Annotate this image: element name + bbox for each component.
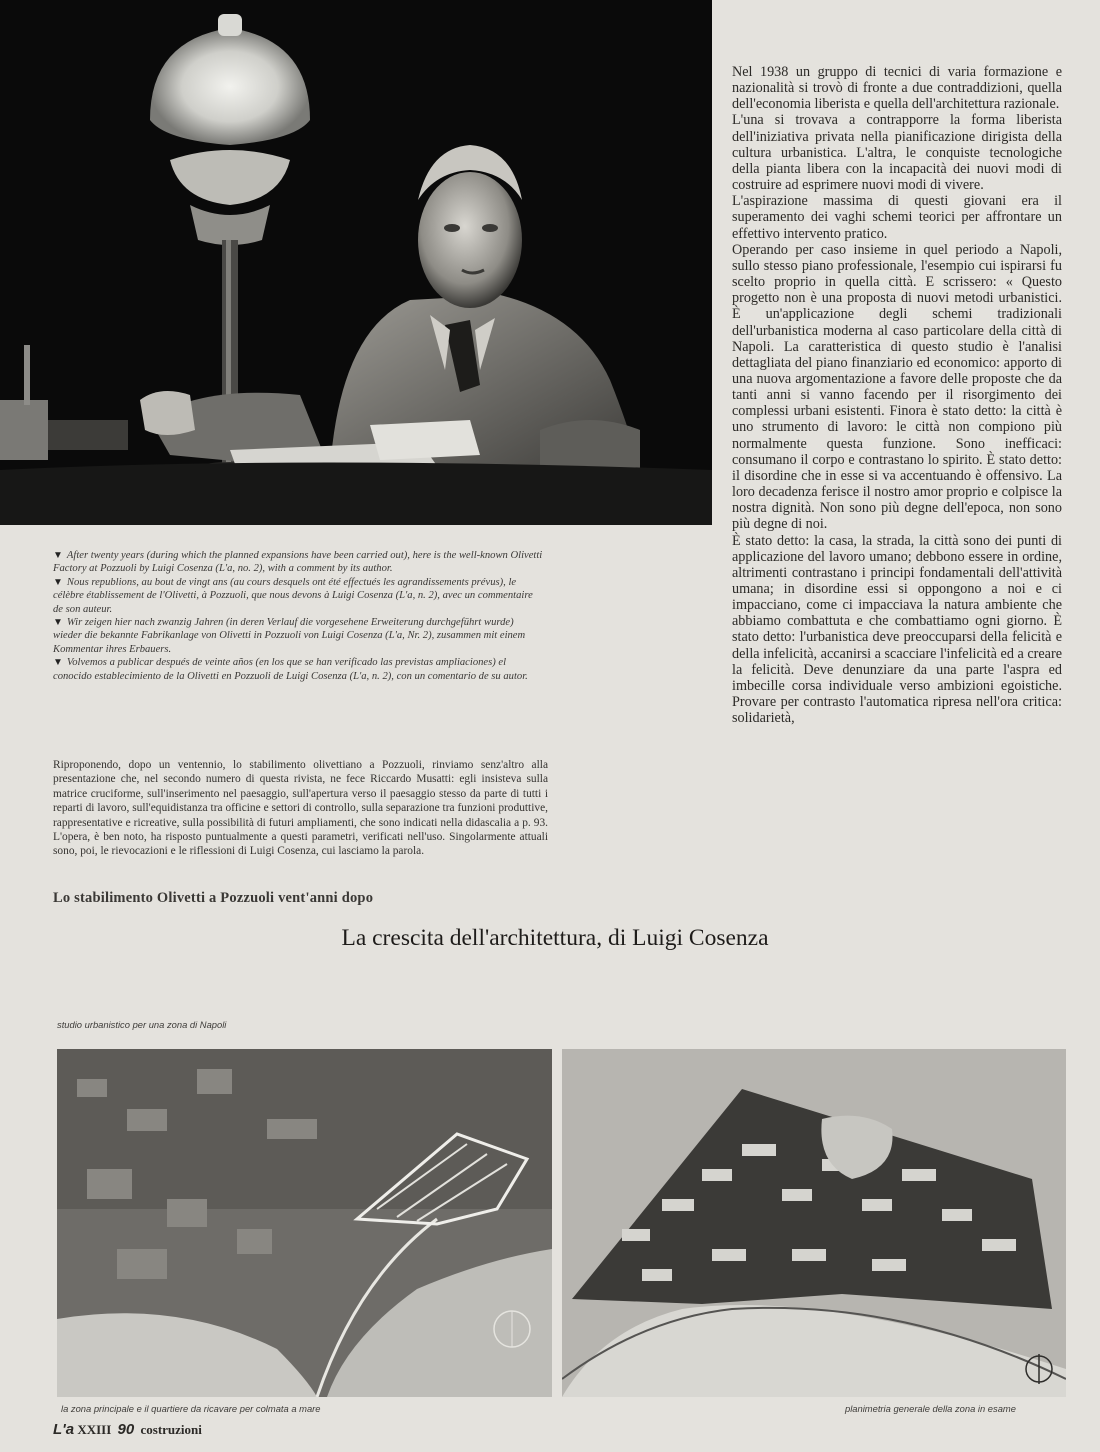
section-name: costruzioni bbox=[140, 1422, 202, 1437]
body-paragraph: L'aspirazione massima di questi giovani era il superamento dei vaghi schemi teorici per affrontare un effettivo intervento pratico. bbox=[732, 193, 1062, 242]
body-paragraph: L'una si trovava a contrapporre la forma liberista dell'iniziativa privata nella pianificazione dirigista della cultura urbanistica. L'altra, le conquiste tecnologiche della pianta libera con la incapacità dei nuovi modi di costruire ad esprimere nuovi modi di vivere. bbox=[732, 112, 1062, 194]
label-main-zone: la zona principale e il quartiere da ricavare per colmata a mare bbox=[61, 1403, 321, 1414]
label-general-plan: planimetria generale della zona in esame bbox=[845, 1403, 1016, 1414]
volume-number: XXIII bbox=[77, 1422, 112, 1437]
triangle-bullet-icon: ▼ bbox=[53, 576, 63, 588]
article-body bbox=[732, 64, 1062, 726]
article-subtitle: Lo stabilimento Olivetti a Pozzuoli vent'anni dopo bbox=[53, 890, 374, 906]
site-plan-map bbox=[562, 1049, 1066, 1397]
caption-spanish: ▼ Volvemos a publicar después de veinte años (en los que se han verificado las previstas ampliaciones) el conocido establecimiento de la Olivetti en Pozzuoli de Luigi Cosenza (L'a, n. 2), con un comentario de su autor. bbox=[53, 657, 528, 682]
photo-captions bbox=[53, 549, 543, 683]
body-paragraph: Operando per caso insieme in quel periodo a Napoli, sullo stesso piano professionale, l'esempio cui ispirarsi fu scelto proprio in quella città. E scrissero: « Questo progetto non è una proposta di nuovi metodi urbanistici. È un'applicazione degli schemi tradizionali dell'urbanistica moderna al caso particolare della città di Napoli. La caratteristica di questo studio è l'analisi dettagliata del piano finanziario ed economico: apporto di una nuova argomentazione a favore delle proposte che da tanti anni si vanno facendo per il risorgimento dei complessi urbani esistenti. Finora è stato detto: la città è uno strumento di lavoro: le città non compiono più normalmente questa funzione. Sono inefficaci: consumano il corpo e contrastano lo spirito. È stato detto: il disordine che in esse si va accentuando è offensivo. La loro decadenza ferisce il nostro amor proprio e colpisce la nostra dignità. Non sono più degne dell'epoca, non sono più degne di noi. bbox=[732, 241, 1062, 533]
triangle-bullet-icon: ▼ bbox=[53, 657, 63, 669]
body-paragraph: Nel 1938 un gruppo di tecnici di varia formazione e nazionalità si trovò di fronte a due contraddizioni, quella dell'economia liberista e quella dell'architettura razionale. bbox=[732, 64, 1062, 113]
label-urban-study: studio urbanistico per una zona di Napoli bbox=[57, 1019, 227, 1030]
article-title: La crescita dell'architettura, di Luigi Cosenza bbox=[341, 925, 769, 951]
body-paragraph: È stato detto: la casa, la strada, la città sono dei punti di applicazione del lavoro umano; debbono essere in ordine, altrimenti contrastano i principi fondamentali dell'attività umana; in disordine essi si oppongono a noi e ci impacciano, come ci impacciava la natura ambiente che abbiamo combattuta e che combattiamo ogni giorno. È stato detto: l'urbanistica deve preoccuparsi della felicità e della infelicità, accanirsi a scacciare l'infelicità ed a creare la felicità. Deve denunziare da una parte l'aspra ed imbecille corsa individuale verso ambizioni egoistiche. Provare per contrasto l'automatica ripresa nell'ora critica: solidarietà, bbox=[732, 532, 1062, 727]
intro-paragraph: Riproponendo, dopo un ventennio, lo stabilimento olivettiano a Pozzuoli, rinviamo senz'altro alla presentazione che, nel secondo numero di questa rivista, ne fece Riccardo Musatti: egli insisteva sulla matrice cruciforme, sull'inserimento nel paesaggio, sull'apertura verso il paesaggio stesso da parte di tutti i reparti di lavoro, sull'equidistanza tra officine e settori di controllo, sulla separazione tra funzioni produttive, rappresentative e ricreative, sulla possibilità di futuri ampliamenti, che sono indicati nella didascalia a p. 93. L'opera, è ben noto, ha risposto puntualmente a questi parametri, verificati nell'uso. Singolarmente attuali sono, poi, le rievocazioni e le riflessioni di Luigi Cosenza, cui lasciamo la parola. bbox=[53, 759, 548, 858]
magazine-logo: L'a bbox=[53, 1421, 75, 1438]
triangle-bullet-icon: ▼ bbox=[53, 550, 63, 561]
caption-german: ▼ Wir zeigen hier nach zwanzig Jahren (in deren Verlauf die vorgesehene Erweiterung durchgeführt wurde) wieder die bekannte Fabrikanlage von Olivetti in Pozzuoli von Luigi Cosenza (L'a, Nr. 2), zusammen mit einem Kommentar ihres Erbauers. bbox=[53, 617, 526, 655]
portrait-photo bbox=[0, 0, 712, 525]
caption-french: ▼ Nous republions, au bout de vingt ans (au cours desquels ont été effectués les agrandissements prévus), le célèbre établissement de l'Olivetti, à Pozzuoli, que nous devons à Luigi Cosenza (L'a, n. 2), avec un commentaire de son auteur. bbox=[53, 576, 533, 615]
page-number: 90 bbox=[117, 1421, 135, 1438]
aerial-photo-map bbox=[57, 1049, 552, 1397]
page-footer bbox=[53, 1421, 202, 1438]
caption-english: ▼ After twenty years (during which the planned expansions have been carried out), here is the well-known Olivetti Factory at Pozzuoli by Luigi Cosenza (L'a, no. 2), with a comment by its author. bbox=[53, 550, 543, 575]
triangle-bullet-icon: ▼ bbox=[53, 617, 63, 629]
